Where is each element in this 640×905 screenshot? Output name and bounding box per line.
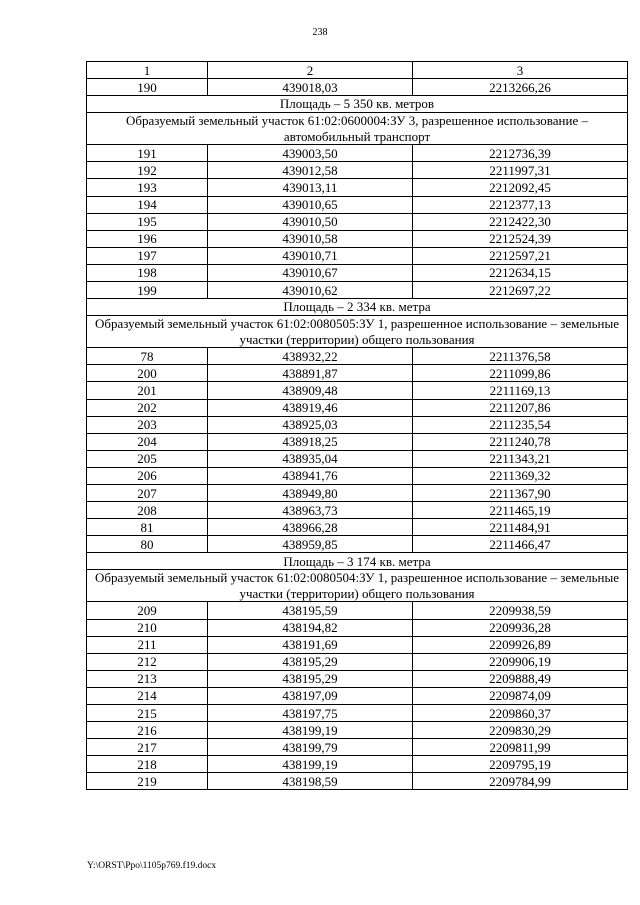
- point-number-cell: 190: [87, 79, 208, 96]
- y-coordinate-cell: 2212092,45: [413, 179, 628, 196]
- y-coordinate-cell: 2212524,39: [413, 230, 628, 247]
- table-row: [87, 145, 628, 162]
- table-row: [87, 705, 628, 722]
- point-number-cell: 198: [87, 264, 208, 281]
- point-number-cell: 209: [87, 602, 208, 619]
- table-row: [87, 484, 628, 501]
- coordinates-table-body: [87, 62, 628, 790]
- file-path-footer: Y:\ORST\Ppo\1105p769.f19.docx: [87, 861, 217, 871]
- point-number-cell: 193: [87, 179, 208, 196]
- table-row: [87, 213, 628, 230]
- x-coordinate-cell: 439013,11: [208, 179, 413, 196]
- y-coordinate-cell: 2209830,29: [413, 722, 628, 739]
- section-row: [87, 316, 628, 348]
- x-coordinate-cell: 438199,79: [208, 739, 413, 756]
- point-number-cell: 207: [87, 484, 208, 501]
- coordinates-table: [86, 61, 628, 790]
- point-number-cell: 210: [87, 619, 208, 636]
- point-number-cell: 211: [87, 636, 208, 653]
- point-number-cell: 219: [87, 773, 208, 790]
- table-row: [87, 382, 628, 399]
- point-number-cell: 206: [87, 467, 208, 484]
- table-row: [87, 619, 628, 636]
- table-row: [87, 348, 628, 365]
- page-number: 238: [312, 27, 328, 38]
- section-text-cell: Площадь – 5 350 кв. метров: [87, 96, 628, 113]
- x-coordinate-cell: 438191,69: [208, 636, 413, 653]
- y-coordinate-cell: 2209860,37: [413, 705, 628, 722]
- x-coordinate-cell: 438199,19: [208, 722, 413, 739]
- x-coordinate-cell: 439003,50: [208, 145, 413, 162]
- y-coordinate-cell: 2211367,90: [413, 484, 628, 501]
- x-coordinate-cell: 438198,59: [208, 773, 413, 790]
- x-coordinate-cell: 439010,67: [208, 264, 413, 281]
- point-number-cell: 212: [87, 653, 208, 670]
- point-number-cell: 81: [87, 519, 208, 536]
- y-coordinate-cell: 2211369,32: [413, 467, 628, 484]
- point-number-cell: 191: [87, 145, 208, 162]
- section-text-cell: Образуемый земельный участок 61:02:0080504:ЗУ 1, разрешенное использование – земельные участки (территории) общего пользования: [87, 570, 628, 602]
- x-coordinate-cell: 439010,50: [208, 213, 413, 230]
- y-coordinate-cell: 2212422,30: [413, 213, 628, 230]
- x-coordinate-cell: 439012,58: [208, 162, 413, 179]
- table-row: [87, 365, 628, 382]
- column-header-2: 2: [208, 62, 413, 79]
- column-header-3: 3: [413, 62, 628, 79]
- x-coordinate-cell: 438195,59: [208, 602, 413, 619]
- table-row: [87, 519, 628, 536]
- x-coordinate-cell: 439010,65: [208, 196, 413, 213]
- point-number-cell: 214: [87, 687, 208, 704]
- point-number-cell: 205: [87, 450, 208, 467]
- point-number-cell: 192: [87, 162, 208, 179]
- point-number-cell: 78: [87, 348, 208, 365]
- table-row: [87, 536, 628, 553]
- x-coordinate-cell: 438932,22: [208, 348, 413, 365]
- point-number-cell: 80: [87, 536, 208, 553]
- x-coordinate-cell: 438197,09: [208, 687, 413, 704]
- table-row: [87, 247, 628, 264]
- y-coordinate-cell: 2209926,89: [413, 636, 628, 653]
- x-coordinate-cell: 439010,71: [208, 247, 413, 264]
- x-coordinate-cell: 438963,73: [208, 502, 413, 519]
- table-row: [87, 602, 628, 619]
- table-row: [87, 653, 628, 670]
- point-number-cell: 213: [87, 670, 208, 687]
- point-number-cell: 201: [87, 382, 208, 399]
- x-coordinate-cell: 439010,58: [208, 230, 413, 247]
- y-coordinate-cell: 2211235,54: [413, 416, 628, 433]
- table-row: [87, 179, 628, 196]
- table-row: [87, 230, 628, 247]
- x-coordinate-cell: 438959,85: [208, 536, 413, 553]
- y-coordinate-cell: 2211466,47: [413, 536, 628, 553]
- y-coordinate-cell: 2209938,59: [413, 602, 628, 619]
- table-row: [87, 502, 628, 519]
- y-coordinate-cell: 2211997,31: [413, 162, 628, 179]
- x-coordinate-cell: 438941,76: [208, 467, 413, 484]
- section-row: [87, 570, 628, 602]
- y-coordinate-cell: 2212634,15: [413, 264, 628, 281]
- point-number-cell: 215: [87, 705, 208, 722]
- table-row: [87, 687, 628, 704]
- point-number-cell: 194: [87, 196, 208, 213]
- point-number-cell: 195: [87, 213, 208, 230]
- x-coordinate-cell: 438949,80: [208, 484, 413, 501]
- section-text-cell: Образуемый земельный участок 61:02:0080505:ЗУ 1, разрешенное использование – земельные участки (территории) общего пользования: [87, 316, 628, 348]
- table-row: [87, 162, 628, 179]
- y-coordinate-cell: 2211343,21: [413, 450, 628, 467]
- point-number-cell: 196: [87, 230, 208, 247]
- table-row: [87, 722, 628, 739]
- table-row: [87, 450, 628, 467]
- table-row: [87, 739, 628, 756]
- table-row: [87, 773, 628, 790]
- x-coordinate-cell: 438195,29: [208, 653, 413, 670]
- point-number-cell: 203: [87, 416, 208, 433]
- x-coordinate-cell: 438197,75: [208, 705, 413, 722]
- y-coordinate-cell: 2212697,22: [413, 282, 628, 299]
- point-number-cell: 202: [87, 399, 208, 416]
- table-row: [87, 756, 628, 773]
- point-number-cell: 218: [87, 756, 208, 773]
- y-coordinate-cell: 2211376,58: [413, 348, 628, 365]
- y-coordinate-cell: 2209811,99: [413, 739, 628, 756]
- x-coordinate-cell: 438925,03: [208, 416, 413, 433]
- column-header-1: 1: [87, 62, 208, 79]
- y-coordinate-cell: 2211207,86: [413, 399, 628, 416]
- table-row: [87, 670, 628, 687]
- section-text-cell: Площадь – 2 334 кв. метра: [87, 299, 628, 316]
- y-coordinate-cell: 2211099,86: [413, 365, 628, 382]
- table-row: [87, 467, 628, 484]
- x-coordinate-cell: 438891,87: [208, 365, 413, 382]
- point-number-cell: 217: [87, 739, 208, 756]
- y-coordinate-cell: 2209874,09: [413, 687, 628, 704]
- x-coordinate-cell: 438919,46: [208, 399, 413, 416]
- x-coordinate-cell: 438918,25: [208, 433, 413, 450]
- y-coordinate-cell: 2212736,39: [413, 145, 628, 162]
- y-coordinate-cell: 2209888,49: [413, 670, 628, 687]
- y-coordinate-cell: 2211465,19: [413, 502, 628, 519]
- table-row: [87, 416, 628, 433]
- point-number-cell: 216: [87, 722, 208, 739]
- point-number-cell: 199: [87, 282, 208, 299]
- section-text-cell: Площадь – 3 174 кв. метра: [87, 553, 628, 570]
- point-number-cell: 197: [87, 247, 208, 264]
- y-coordinate-cell: 2213266,26: [413, 79, 628, 96]
- y-coordinate-cell: 2212597,21: [413, 247, 628, 264]
- point-number-cell: 200: [87, 365, 208, 382]
- section-row: [87, 96, 628, 113]
- y-coordinate-cell: 2209795,19: [413, 756, 628, 773]
- table-row: [87, 636, 628, 653]
- table-row: [87, 79, 628, 96]
- table-row: [87, 282, 628, 299]
- x-coordinate-cell: 438195,29: [208, 670, 413, 687]
- x-coordinate-cell: 439018,03: [208, 79, 413, 96]
- y-coordinate-cell: 2211484,91: [413, 519, 628, 536]
- x-coordinate-cell: 439010,62: [208, 282, 413, 299]
- table-row: [87, 196, 628, 213]
- table-row: [87, 433, 628, 450]
- y-coordinate-cell: 2212377,13: [413, 196, 628, 213]
- table-header-row: [87, 62, 628, 79]
- point-number-cell: 204: [87, 433, 208, 450]
- y-coordinate-cell: 2209936,28: [413, 619, 628, 636]
- x-coordinate-cell: 438935,04: [208, 450, 413, 467]
- table-row: [87, 399, 628, 416]
- point-number-cell: 208: [87, 502, 208, 519]
- section-row: [87, 299, 628, 316]
- x-coordinate-cell: 438909,48: [208, 382, 413, 399]
- section-row: [87, 553, 628, 570]
- y-coordinate-cell: 2209784,99: [413, 773, 628, 790]
- y-coordinate-cell: 2211240,78: [413, 433, 628, 450]
- y-coordinate-cell: 2209906,19: [413, 653, 628, 670]
- y-coordinate-cell: 2211169,13: [413, 382, 628, 399]
- section-text-cell: Образуемый земельный участок 61:02:0600004:ЗУ 3, разрешенное использование – автомобильный транспорт: [87, 113, 628, 145]
- x-coordinate-cell: 438199,19: [208, 756, 413, 773]
- section-row: [87, 113, 628, 145]
- x-coordinate-cell: 438194,82: [208, 619, 413, 636]
- table-row: [87, 264, 628, 281]
- x-coordinate-cell: 438966,28: [208, 519, 413, 536]
